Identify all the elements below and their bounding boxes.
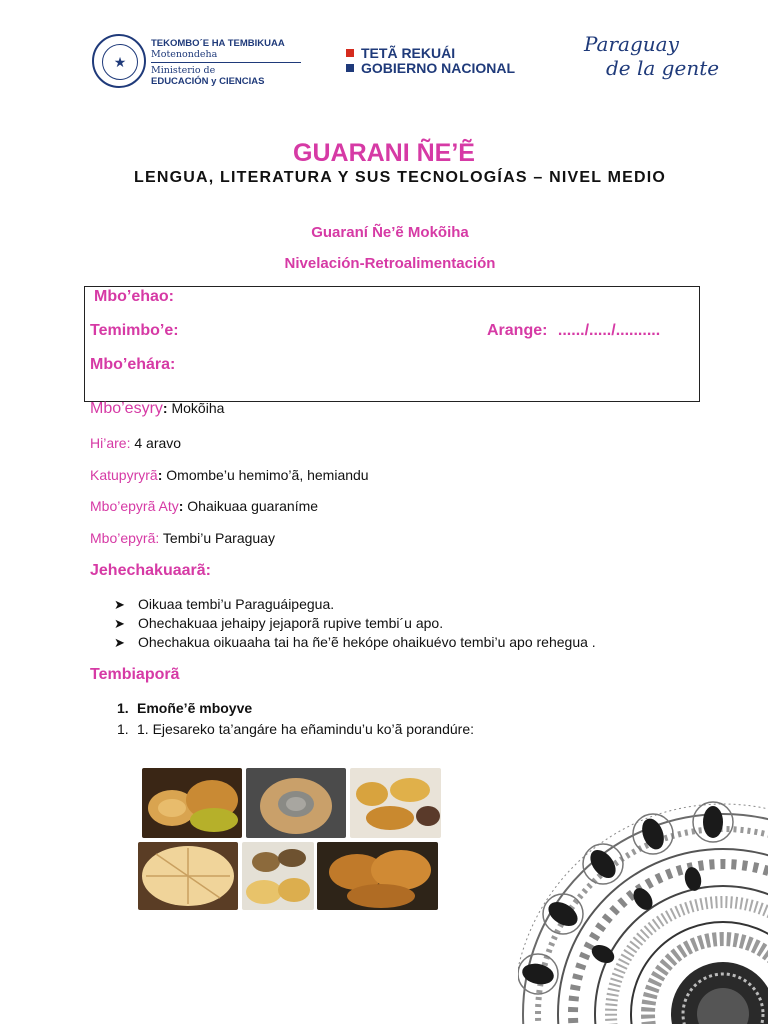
- objective-item: ➤ Ohechakua oikuaaha tai ha ñe’ẽ hekópe ohaikuévo tembi’u apo rehegua .: [114, 634, 596, 650]
- ministry-top: TEKOMBO´E HA TEMBIKUAA: [151, 38, 285, 49]
- page-subtitle: LENGUA, LITERATURA Y SUS TECNOLOGÍAS – NIVEL MEDIO: [133, 169, 667, 186]
- brand-line2: de la gente: [606, 56, 720, 80]
- date-label: Arange:: [487, 322, 548, 339]
- page-title: GUARANI ÑE’Ẽ: [293, 139, 475, 167]
- axis-label: Mbo’epyrã Aty: [90, 498, 179, 514]
- course-line: Mbo’esyry: Mokõiha: [90, 400, 225, 417]
- objectives-list: [114, 595, 596, 652]
- axis-value: Ohaikuaa guaraníme: [187, 498, 319, 514]
- axis-line: Mbo’epyrã Aty: Ohaikuaa guaraníme: [90, 498, 319, 514]
- topic-value: Tembi’u Paraguay: [162, 530, 275, 546]
- activity-item: 1. 1. Ejesareko ta’angáre ha eñamindu’u ko’ã porandúre:: [117, 721, 475, 737]
- activity-item-text: 1. Ejesareko ta’angáre ha eñamindu’u ko’ã porandúre:: [137, 721, 475, 737]
- food-photo-sopa: [138, 842, 238, 910]
- arrow-bullet-icon: ➤: [114, 597, 125, 612]
- activities-heading: Tembiaporã: [90, 666, 180, 683]
- grade-label: Mbo’ehára:: [90, 356, 176, 373]
- brand-logo: [584, 32, 719, 80]
- ministry-line1: Ministerio de: [151, 65, 216, 76]
- blue-square-icon: [346, 64, 354, 72]
- teacher-label: Mbo’ehao:: [94, 288, 174, 305]
- objective-item: ➤ Oikuaa tembi’u Paraguáipegua.: [114, 596, 335, 612]
- date-value: ....../...../..........: [557, 322, 661, 339]
- red-square-icon: [346, 49, 354, 57]
- course-label: Mbo’esyry: [90, 400, 163, 417]
- competence-value: Omombe’u hemimo’ã, hemiandu: [166, 467, 369, 483]
- course-value: Mokõiha: [171, 400, 225, 416]
- brand-line1: Paraguay: [584, 32, 679, 56]
- ministry-divider: [151, 62, 301, 63]
- time-line: [90, 435, 181, 451]
- food-photo-empanadas-fried: [317, 842, 438, 910]
- mandala-decoration: [518, 782, 768, 1024]
- topic-line: [90, 530, 275, 546]
- student-info-box: [84, 286, 700, 402]
- activity-item-text: Emoñe’ẽ mboyve: [137, 700, 253, 716]
- gov-line1: TETÃ REKUÁI: [361, 45, 456, 61]
- arrow-bullet-icon: ➤: [114, 635, 125, 650]
- date-field: [487, 322, 660, 340]
- activity-item: 1. Emoñe’ẽ mboyve: [117, 700, 253, 716]
- food-photo-empanada: [246, 768, 346, 838]
- ministry-line2: EDUCACIÓN y CIENCIAS: [151, 76, 265, 87]
- ministry-sub: Motenondeha: [151, 49, 218, 60]
- food-photo-pastries: [350, 768, 441, 838]
- ministry-seal: ★: [92, 34, 146, 88]
- unit-heading: Nivelación-Retroalimentación: [284, 255, 496, 272]
- arrow-bullet-icon: ➤: [114, 616, 125, 631]
- student-label: Temimbo’e:: [90, 322, 179, 339]
- ministry-logo-text: [151, 38, 301, 87]
- competence-label: Katupyryrã: [90, 467, 158, 483]
- time-label: Hi’are:: [90, 435, 131, 451]
- time-value: 4 aravo: [134, 435, 182, 451]
- objective-item: ➤ Ohechakuaa jehaipy jejaporã rupive tembi´u apo.: [114, 615, 444, 631]
- government-logo: [346, 46, 515, 76]
- food-photo-chipa: [142, 768, 242, 838]
- competence-line: Katupyryrã: Omombe’u hemimo’ã, hemiandu: [90, 467, 369, 483]
- course-heading: Guaraní Ñe’ẽ Mokõiha: [311, 224, 469, 241]
- food-photo-chipa-guasu: [242, 842, 314, 910]
- objectives-heading: Jehechakuaarã:: [90, 562, 211, 579]
- topic-label: Mbo’epyrã:: [90, 530, 160, 546]
- gov-line2: GOBIERNO NACIONAL: [361, 60, 515, 76]
